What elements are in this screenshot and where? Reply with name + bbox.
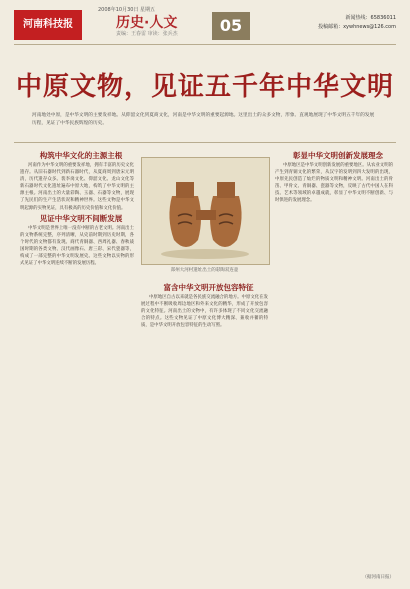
col2-text: 中华文明是世界上唯一没有中断的古老文明。河南出土的文物系统完整，序列清晰，从史前时期到历史时期，各个时代的文物都有发现。商代青铜器、西周礼器、春秋战国时期的各类文物、汉代画像石、唐三彩、宋代瓷器等，构成了一部完整的中华文明发展史。这些文物以实物的形式见证了中华文明连续不断的发展历程。 — [20, 225, 134, 267]
section4-title: 彰显中华文明创新发展理念 — [293, 151, 383, 160]
contact-email: 投稿邮箱：xywhnews@126.com — [318, 24, 396, 30]
section-title: 历史·人文 — [116, 15, 178, 31]
artifact-photo — [141, 157, 270, 265]
section2-title: 见证中华文明不间断发展 — [39, 213, 123, 223]
article-headline: 中原文物，见证五千年中华文明 — [15, 72, 394, 102]
article-lede: 河南地处中原，是中华文明的主要发祥地。从仰韶文化到夏商文化，河南是中华文明的重要起源地。这里出土的众多文物，形象、直观地展现了中华文明五千年的发展历程，见证了中华民族辉煌的历史。 — [32, 113, 375, 126]
col1-text: 河南作为中华文明的重要发祥地，拥有丰富的历史文化遗存。从旧石器时代到新石器时代，从夏商周到唐宋元明清，历代遗存众多。裴李岗文化、仰韶文化、龙山文化等新石器时代文化遗址遍布中原大地，构筑了中华文明的主源主根。河南出土的大量彩陶、玉器、石器等文物，展现了先民们的生产生活状况和精神世界。这些文物是中华文明起源的实物见证，具有极高的历史价值和文化价值。 — [20, 163, 134, 211]
article-column-3 — [275, 150, 393, 570]
lede-divider — [14, 142, 396, 143]
photo-caption: 郑州大河村遗址出土的彩陶双连壶 — [170, 268, 239, 273]
section-editors: 责编：王春雷 审读：张兵杰 — [116, 31, 178, 37]
col4-text: 中原地区是中华文明创新发展的重要地区。从农业文明的产生到青铜文化的繁荣，从汉字的发明到四大发明的出现，中原先民创造了灿烂的物质文明和精神文明。河南出土的骨笛、甲骨文、青铜器、瓷器等文物，反映了古代中国人在科技、艺术等领域的卓越成就，彰显了中华文明不断创新、与时俱进的发展理念。 — [275, 163, 393, 204]
page-number: 05 — [212, 12, 250, 40]
date-line: 2008年10月30日 星期五 — [98, 7, 156, 13]
col3-text: 中原地区自古以来就是各民族交流融合的地方。中原文化在发展过程中不断吸收周边地区和外来文化的精华，形成了开放包容的文化特征。河南出土的文物中，有许多体现了不同文化交流融合的特点。这些文物见证了中原文化博大精深、兼收并蓄的特质，是中华文明开放包容特征的生动写照。 — [141, 295, 268, 329]
contact-hotline: 新闻热线：65836011 — [345, 15, 396, 21]
section1-title: 构筑中华文化的主源主根 — [39, 151, 123, 160]
article-column-1 — [20, 150, 134, 570]
double-pot-image — [142, 158, 269, 264]
contact-info — [318, 14, 396, 32]
section3-title: 富含中华文明开放包容特征 — [163, 283, 254, 292]
article-source: （据河南日报） — [362, 575, 394, 580]
header-divider — [14, 44, 396, 45]
article-column-2 — [141, 282, 268, 572]
newspaper-logo: 河南科技报 — [14, 10, 82, 40]
